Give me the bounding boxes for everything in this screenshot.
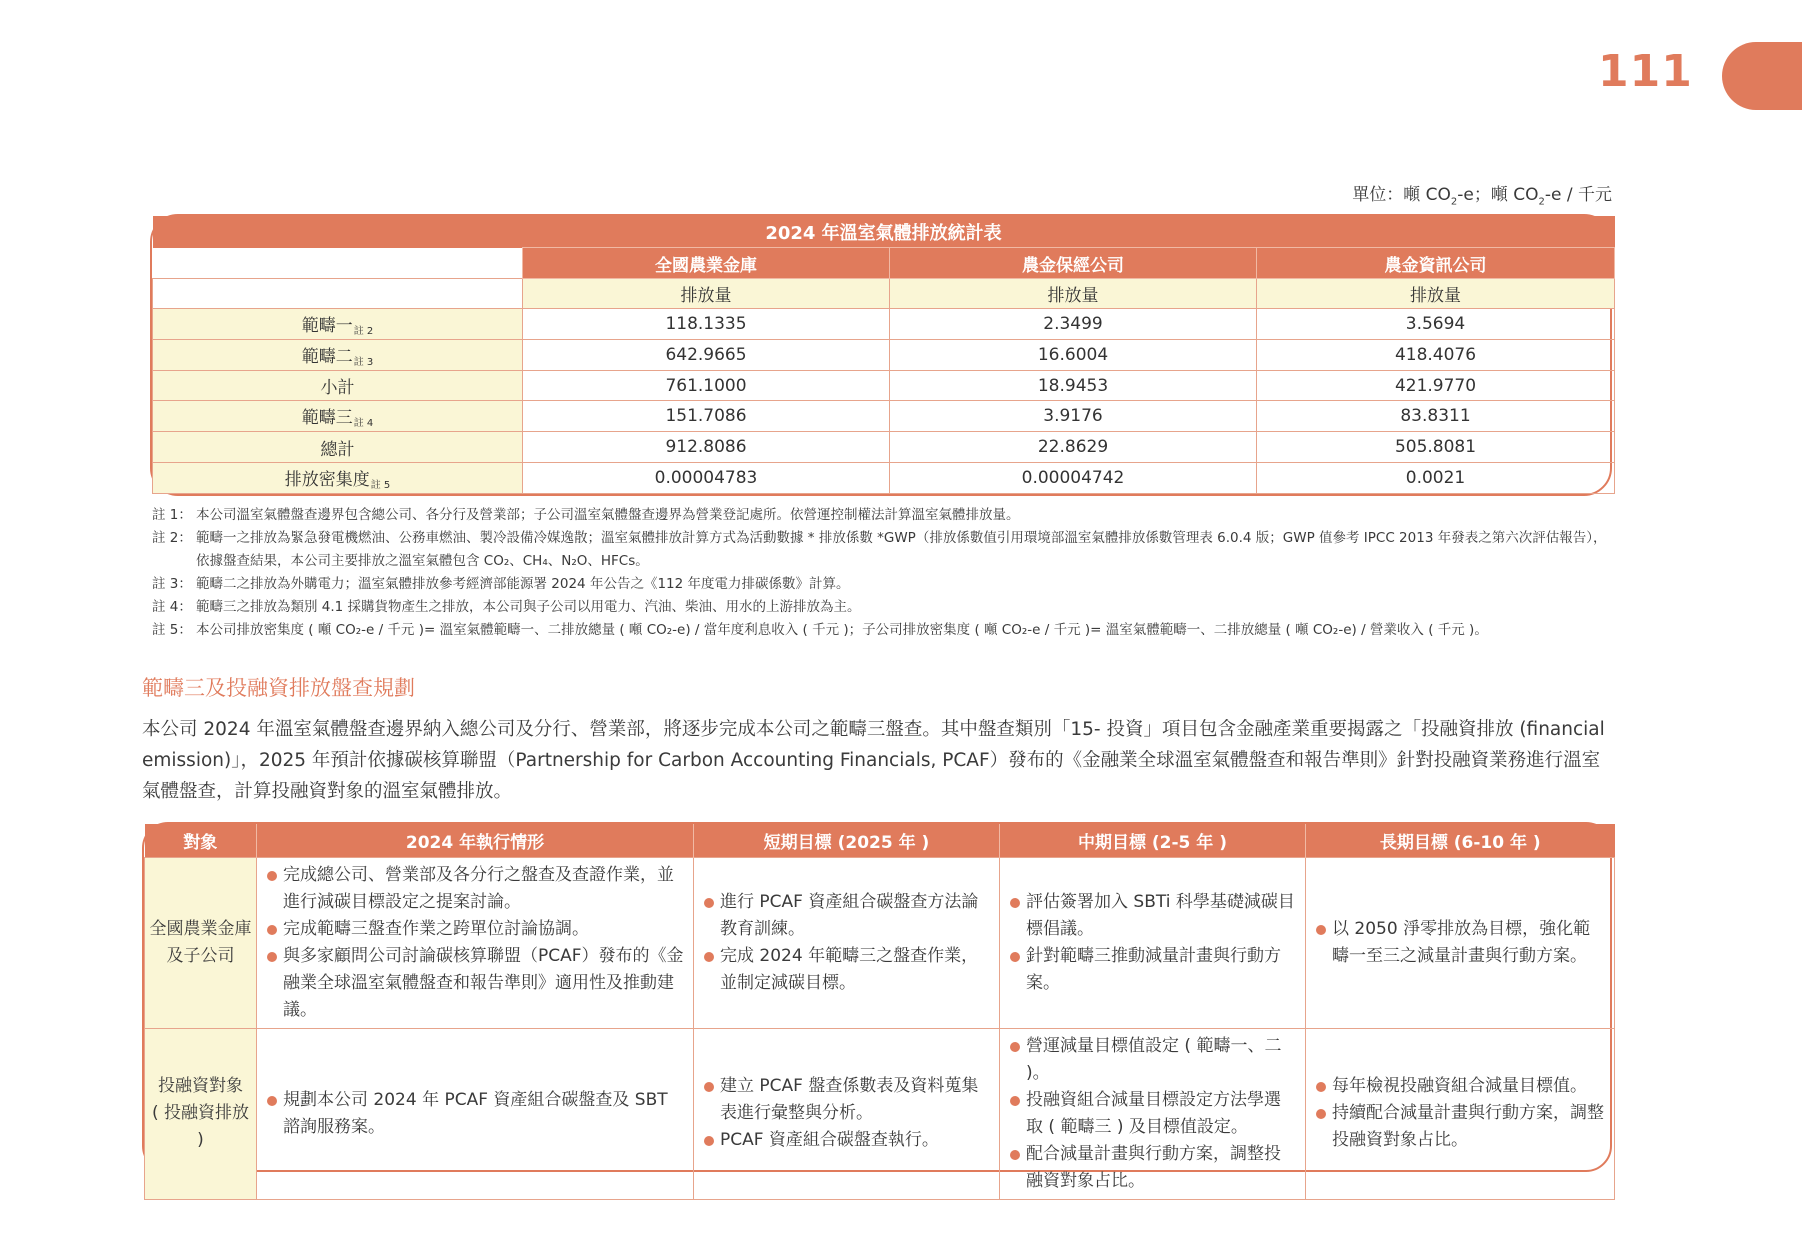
- list-item: 配合減量計畫與行動方案，調整投融資對象占比。: [1008, 1141, 1297, 1195]
- list-item: 規劃本公司 2024 年 PCAF 資產組合碳盤查及 SBT 諮詢服務案。: [265, 1087, 685, 1141]
- cell: 421.9770: [1257, 370, 1615, 401]
- cell: 83.8311: [1257, 401, 1615, 432]
- short-term-cell: [694, 857, 1000, 1028]
- list-item: 進行 PCAF 資產組合碳盤查方法論教育訓練。: [702, 889, 991, 943]
- footnotes: [152, 504, 1614, 642]
- unit-label: 單位：噸 $CO_2-e$；噸 $CO_2-e$ / 千元: [1352, 185, 1612, 208]
- row-label: 範疇三註 4: [153, 401, 523, 432]
- cell: 3.9176: [890, 401, 1257, 432]
- table-row: [153, 370, 1615, 401]
- table-row: [153, 339, 1615, 370]
- cell: 505.8081: [1257, 432, 1615, 463]
- emission-table: [150, 214, 1612, 496]
- table-row: [153, 432, 1615, 463]
- row-object: 全國農業金庫 及子公司: [145, 857, 257, 1028]
- column-header: 對象: [145, 824, 257, 857]
- list-item: 投融資組合減量目標設定方法學選取 ( 範疇三 ) 及目標值設定。: [1008, 1087, 1297, 1141]
- cell: 0.00004783: [523, 463, 890, 494]
- long-term-cell: [1306, 857, 1615, 1028]
- list-item: 評估簽署加入 SBTi 科學基礎減碳目標倡議。: [1008, 889, 1297, 943]
- cell: 912.8086: [523, 432, 890, 463]
- footnote: 註 2： 範疇一之排放為緊急發電機燃油、公務車燃油、製冷設備冷媒逸散；溫室氣體排放計算方式為活動數據 * 排放係數 *GWP（排放係數值引用環境部溫室氣體排放係數管理表 6.0.4 版；GWP 值參考 IPCC 2013 年發表之第六次評估報告），依據盤查結果，本公司主要排放之溫室氣體包含 CO₂、CH₄、N₂O、HFCs。: [152, 530, 1607, 569]
- list-item: 建立 PCAF 盤查係數表及資料蒐集表進行彙整與分析。: [702, 1073, 991, 1127]
- table-row: [153, 463, 1615, 494]
- table-row: [153, 308, 1615, 339]
- column-header: 中期目標 (2-5 年 ): [1000, 824, 1306, 857]
- subheader: 排放量: [890, 279, 1257, 309]
- list-item: 與多家顧問公司討論碳核算聯盟（PCAF）發布的《金融業全球溫室氣體盤查和報告準則》適用性及推動建議。: [265, 943, 685, 1024]
- section-title: 範疇三及投融資排放盤查規劃: [142, 676, 415, 700]
- cell: 18.9453: [890, 370, 1257, 401]
- mid-term-cell: [1000, 857, 1306, 1028]
- page-number: 111: [1598, 46, 1693, 97]
- short-term-cell: [694, 1028, 1000, 1199]
- cell: 642.9665: [523, 339, 890, 370]
- list-item: 營運減量目標值設定 ( 範疇一、二 )。: [1008, 1033, 1297, 1087]
- long-term-cell: [1306, 1028, 1615, 1199]
- list-item: 完成 2024 年範疇三之盤查作業，並制定減碳目標。: [702, 943, 991, 997]
- header-blank: [153, 248, 523, 279]
- footnote: 註 5： 本公司排放密集度 ( 噸 CO₂-e / 千元 )= 溫室氣體範疇一、二排放總量 ( 噸 CO₂-e) / 當年度利息收入 ( 千元 )；子公司排放密集度 ( 噸 CO₂-e / 千元 )= 溫室氣體範疇一、二排放總量 ( 噸 CO₂-e) / 營業收入 ( 千元 )。: [152, 622, 1488, 638]
- subheader: 排放量: [1257, 279, 1615, 309]
- column-header: 農金資訊公司: [1257, 248, 1615, 279]
- row-label: 小計: [153, 370, 523, 401]
- table-row: [153, 401, 1615, 432]
- cell: 16.6004: [890, 339, 1257, 370]
- column-header: 長期目標 (6-10 年 ): [1306, 824, 1615, 857]
- target-table-header: [145, 824, 1615, 857]
- list-item: 完成範疇三盤查作業之跨單位討論協調。: [265, 916, 685, 943]
- row-object: 投融資對象 ( 投融資排放 ): [145, 1028, 257, 1199]
- table-row: [145, 1028, 1615, 1199]
- status-cell: [257, 1028, 694, 1199]
- row-label: 排放密集度註 5: [153, 463, 523, 494]
- status-cell: [257, 857, 694, 1028]
- cell: 418.4076: [1257, 339, 1615, 370]
- list-item: 以 2050 淨零排放為目標，強化範疇一至三之減量計畫與行動方案。: [1314, 916, 1606, 970]
- column-header: 2024 年執行情形: [257, 824, 694, 857]
- mid-term-cell: [1000, 1028, 1306, 1199]
- list-item: 每年檢視投融資組合減量目標值。: [1314, 1073, 1606, 1100]
- subheader-blank: [153, 279, 523, 309]
- list-item: PCAF 資產組合碳盤查執行。: [702, 1127, 991, 1154]
- list-item: 持續配合減量計畫與行動方案，調整投融資對象占比。: [1314, 1100, 1606, 1154]
- row-label: 範疇二註 3: [153, 339, 523, 370]
- cell: 118.1335: [523, 308, 890, 339]
- body-paragraph: 本公司 2024 年溫室氣體盤查邊界納入總公司及分行、營業部，將逐步完成本公司之範疇三盤查。其中盤查類別「15- 投資」項目包含金融產業重要揭露之「投融資排放 (financial emission)」，2025 年預計依據碳核算聯盟（Partnership for Carbon Accounting Financials, PCAF）發布的《金融業全球溫室氣體盤查和報告準則》針對投融資業務進行溫室氣體盤查，計算投融資對象的溫室氣體排放。: [142, 719, 1605, 802]
- cell: 0.0021: [1257, 463, 1615, 494]
- cell: 761.1000: [523, 370, 890, 401]
- footnote: 註 1： 本公司溫室氣體盤查邊界包含總公司、各分行及營業部；子公司溫室氣體盤查邊界為營業登記處所。依營運控制權法計算溫室氣體排放量。: [152, 507, 1020, 523]
- column-header: 短期目標 (2025 年 ): [694, 824, 1000, 857]
- table-row: [145, 857, 1615, 1028]
- emission-table-title: 2024 年溫室氣體排放統計表: [153, 216, 1615, 248]
- column-header: 全國農業金庫: [523, 248, 890, 279]
- cell: 151.7086: [523, 401, 890, 432]
- target-table: [142, 822, 1612, 1191]
- list-item: 完成總公司、營業部及各分行之盤查及查證作業，並進行減碳目標設定之提案討論。: [265, 862, 685, 916]
- row-label: 範疇一註 2: [153, 308, 523, 339]
- footnote: 註 3： 範疇二之排放為外購電力；溫室氣體排放參考經濟部能源署 2024 年公告之《112 年度電力排碳係數》計算。: [152, 576, 850, 592]
- column-header: 農金保經公司: [890, 248, 1257, 279]
- page-tab-decoration: [1722, 42, 1802, 110]
- cell: 2.3499: [890, 308, 1257, 339]
- footnote: 註 4： 範疇三之排放為類別 4.1 採購貨物產生之排放，本公司與子公司以用電力、汽油、柴油、用水的上游排放為主。: [152, 599, 861, 615]
- list-item: 針對範疇三推動減量計畫與行動方案。: [1008, 943, 1297, 997]
- subheader: 排放量: [523, 279, 890, 309]
- cell: 22.8629: [890, 432, 1257, 463]
- cell: 0.00004742: [890, 463, 1257, 494]
- cell: 3.5694: [1257, 308, 1615, 339]
- row-label: 總計: [153, 432, 523, 463]
